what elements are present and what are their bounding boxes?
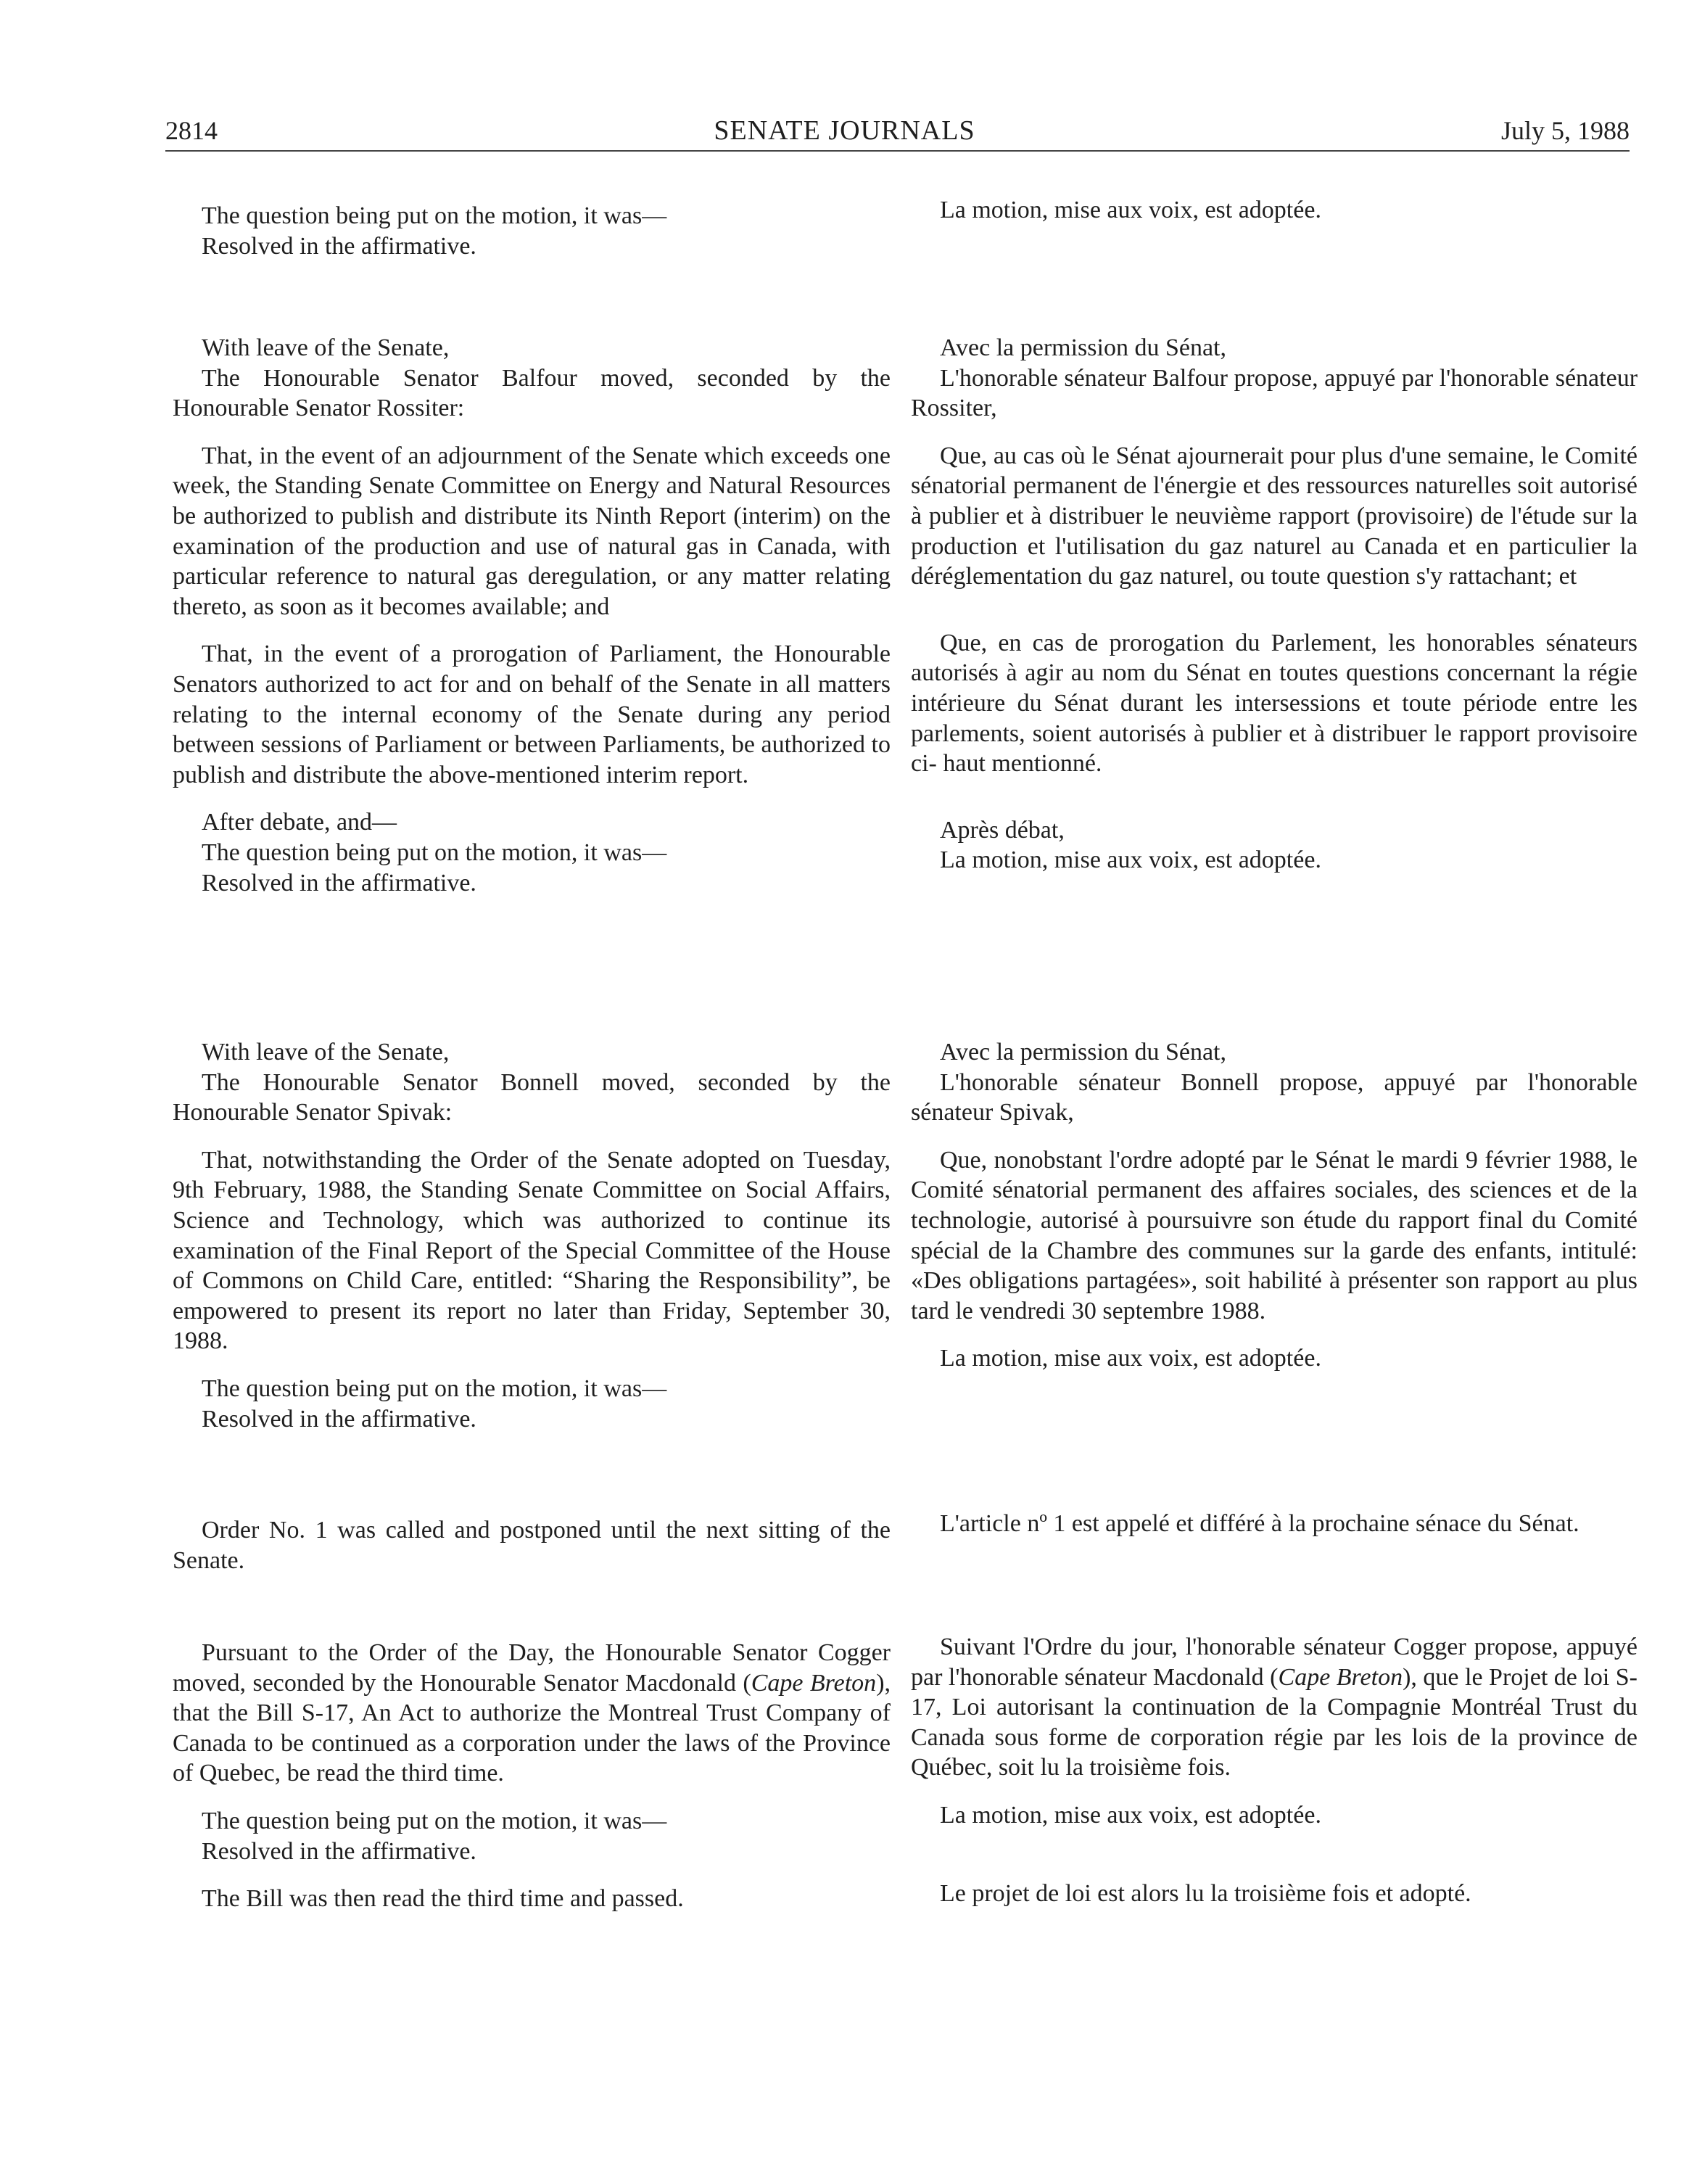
resolved-line: Resolved in the affirmative. [202,232,476,260]
motion-mover: L'honorable sénateur Balfour propose, appuyé par l'honorable sénateur Rossiter, [911,364,1638,422]
adopted-line: La motion, mise aux voix, est adoptée. [940,846,1321,874]
motion-paragraph-1: That, in the event of an adjournment of the Senate which exceeds one week, the Standing Senate Committee on Energy and Natural Resources be authorized to publish and distribute its Ninth Report (interim) on the examination of the production and use of natural gas in Canada, with particular reference to natural gas deregulation, or any matter relating thereto, as soon as it becomes available; and [173,442,891,620]
section-3-fr [911,1037,1638,1374]
question-line: The question being put on the motion, it was— [202,202,667,229]
page-number: 2814 [165,116,218,145]
bill-passed-line: Le projet de loi est alors lu la troisième fois et adopté. [940,1879,1471,1907]
section-2-fr [911,333,1638,875]
section-5-en [173,1638,891,1914]
question-line: The question being put on the motion, it was— [202,1375,667,1402]
page-title: SENATE JOURNALS [714,115,975,146]
bill-passed-line: The Bill was then read the third time and passed. [202,1885,684,1913]
bill-motion-paragraph: Suivant l'Ordre du jour, l'honorable sénateur Cogger propose, appuyé par l'honorable sénateur Macdonald (Cape Breton), que le Projet de loi S-17, Loi autorisant la continuation de la Compagnie Montréal Trust du Canada sous forme de corporation régie par les lois de la province de Québec, soit lu la troisième fois. [911,1633,1638,1781]
section-2-en [173,333,891,898]
leave-line: With leave of the Senate, [202,1039,450,1066]
resolved-line: Resolved in the affirmative. [202,1837,476,1865]
motion-paragraph: Que, nonobstant l'ordre adopté par le Sénat le mardi 9 février 1988, le Comité sénatorial permanent des affaires sociales, des sciences et de la technologie, autorisé à poursuivre son étude du rapport final du Comité spécial de la Chambre des communes sur la garde des enfants, intitulé: «Des obligations partagées», soit habilité à présenter son rapport au plus tard le vendredi 30 septembre 1988. [911,1146,1638,1324]
riding-name: Cape Breton [751,1669,877,1697]
resolved-line: Resolved in the affirmative. [202,869,476,897]
debate-line: Après débat, [940,816,1065,844]
debate-line: After debate, and— [202,809,397,836]
motion-mover: The Honourable Senator Bonnell moved, seconded by the Honourable Senator Spivak: [173,1068,891,1126]
leave-line: Avec la permission du Sénat, [940,1039,1227,1066]
question-line: The question being put on the motion, it was— [202,1807,667,1834]
section-4-en [173,1515,891,1575]
page-date: July 5, 1988 [1500,116,1630,145]
bill-motion-paragraph: Pursuant to the Order of the Day, the Honourable Senator Cogger moved, seconded by the Honourable Senator Macdonald (Cape Breton), that the Bill S-17, An Act to authorize the Montreal Trust Company of Canada to be continued as a corporation under the laws of the Province of Quebec, be read the third time. [173,1639,891,1787]
adopted-line: La motion, mise aux voix, est adoptée. [940,197,1321,223]
order-paragraph: Order No. 1 was called and postponed until the next sitting of the Senate. [173,1517,891,1574]
motion-paragraph: That, notwithstanding the Order of the Senate adopted on Tuesday, 9th February, 1988, the Standing Senate Committee on Social Affairs, Science and Technology, which was authorized to continue its examination of the Final Report of the Special Committee of the House of Commons on Child Care, entitled: “Sharing the Responsibility”, be empowered to present its report no later than Friday, September 30, 1988. [173,1146,891,1355]
section-1-fr [911,195,1638,226]
motion-mover: L'honorable sénateur Bonnell propose, appuyé par l'honorable sénateur Spivak, [911,1068,1638,1126]
order-paragraph: L'article nº 1 est appelé et différé à la prochaine sénace du Sénat. [940,1510,1579,1537]
adopted-line: La motion, mise aux voix, est adoptée. [940,1801,1321,1829]
section-1-en [173,201,891,261]
resolved-line: Resolved in the affirmative. [202,1405,476,1433]
question-line: The question being put on the motion, it was— [202,838,667,866]
header-rule [165,150,1630,152]
leave-line: With leave of the Senate, [202,334,450,361]
riding-name: Cape Breton [1278,1663,1403,1691]
section-5-fr [911,1632,1638,1908]
adopted-line: La motion, mise aux voix, est adoptée. [940,1345,1321,1372]
motion-mover: The Honourable Senator Balfour moved, seconded by the Honourable Senator Rossiter: [173,364,891,422]
section-3-en [173,1037,891,1434]
section-4-fr [911,1509,1638,1539]
motion-paragraph-1: Que, au cas où le Sénat ajournerait pour plus d'une semaine, le Comité sénatorial permanent de l'énergie et des ressources naturelles soit autorisé à publier et à distribuer le neuvième rapport (provisoire) de l'étude sur la production et l'utilisation du gaz naturel au Canada et en particulier la déréglementation du gaz naturel, ou toute question s'y rattachant; et [911,442,1638,590]
leave-line: Avec la permission du Sénat, [940,334,1227,361]
motion-paragraph-2: That, in the event of a prorogation of Parliament, the Honourable Senators authorized to act for and on behalf of the Senate in all matters relating to the internal economy of the Senate during any period between sessions of Parliament or between Parliaments, be authorized to publish and distribute the above-mentioned interim report. [173,640,891,788]
motion-paragraph-2: Que, en cas de prorogation du Parlement, les honorables sénateurs autorisés à agir au nom du Sénat en toutes questions concernant la régie intérieure du Sénat durant les intersessions et toute période entre les parlements, soient autorisés à publier et à distribuer le rapport provisoire ci- haut mentionné. [911,629,1638,778]
